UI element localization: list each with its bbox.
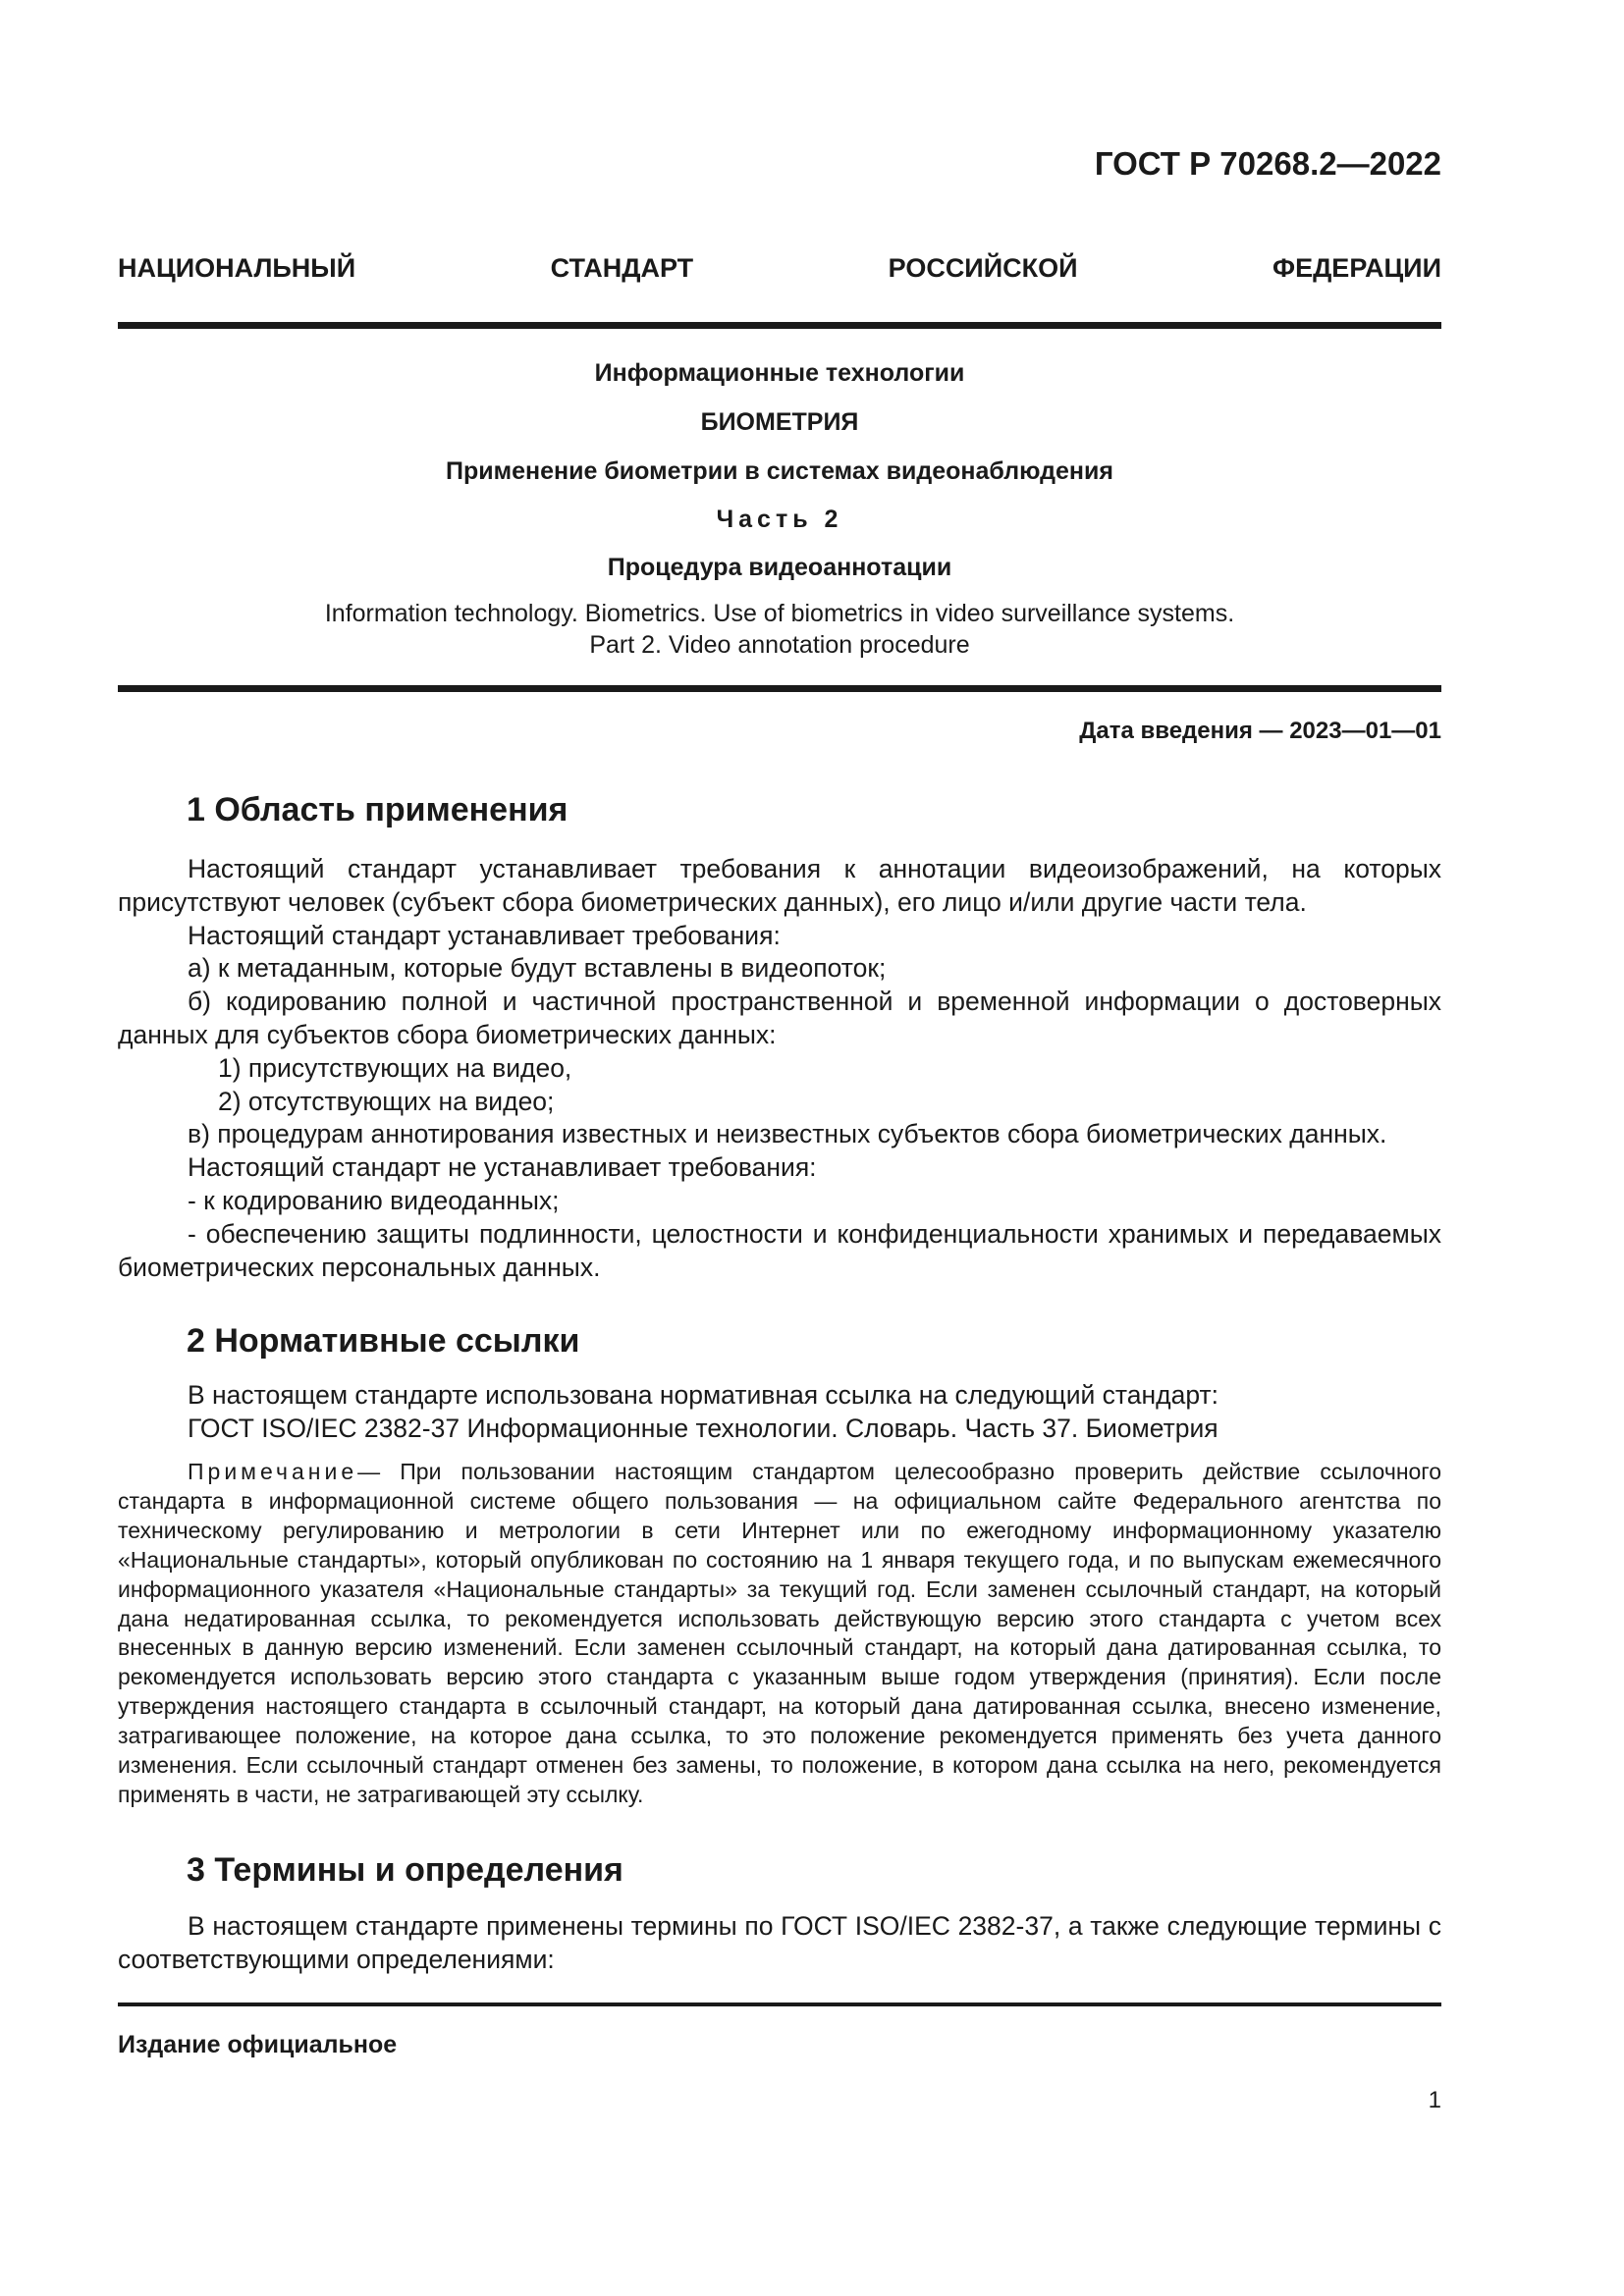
page-number: 1 [1428,2087,1441,2113]
section-1-heading: 1 Область применения [187,791,568,828]
reference-entry: ГОСТ ISO/IEC 2382-37 Информационные технологии. Словарь. Часть 37. Биометрия [188,1413,1218,1443]
section-3-body [118,1910,1441,1977]
title-line-3: Применение биометрии в системах видеонаблюдения [446,457,1113,485]
list-item: 2) отсутствующих на видео; [218,1086,555,1116]
english-title-line-2: Part 2. Video annotation procedure [589,631,970,659]
list-item: - обеспечению защиты подлинности, целостности и конфиденциальности хранимых и передаваемых биометрических персональных данных. [118,1218,1441,1282]
introduction-date: Дата введения — 2023—01—01 [1079,718,1441,744]
official-edition: Издание официальное [118,2031,398,2058]
national-standard-banner: НАЦИОНАЛЬНЫЙ СТАНДАРТ РОССИЙСКОЙ ФЕДЕРАЦИИ [118,253,1441,283]
section-2-body [118,1379,1441,1446]
section-3-heading: 3 Термины и определения [187,1851,623,1889]
list-item: - к кодированию видеоданных; [188,1185,560,1215]
list-item: б) кодированию полной и частичной пространственной и временной информации о достоверных данных для субъектов сбора биометрических данных: [118,987,1441,1049]
list-item: в) процедурам аннотирования известных и неизвестных субъектов сбора биометрических данных. [188,1119,1387,1149]
list-item: 1) присутствующих на видео, [218,1052,572,1083]
paragraph: Настоящий стандарт не устанавливает требования: [188,1152,817,1183]
paragraph: В настоящем стандарте применены термины по ГОСТ ISO/IEC 2382-37, а также следующие термины с соответствующими определениями: [118,1911,1441,1974]
title-line-5: Процедура видеоаннотации [607,554,952,581]
footer-rule [118,2002,1441,2006]
section-2-heading: 2 Нормативные ссылки [187,1322,580,1360]
paragraph: Настоящий стандарт устанавливает требования к аннотации видеоизображений, на которых присутствуют человек (субъект сбора биометрических данных), его лицо и/или другие части тела. [118,854,1441,917]
section-2-note [118,1458,1441,1810]
note-label: Примечание [188,1459,358,1484]
title-line-1: Информационные технологии [594,359,965,387]
top-rule [118,322,1441,329]
note-text: — При пользовании настоящим стандартом целесообразно проверить действие ссылочного стандарта в информационной системе общего пользования — на официальном сайте Федерального агентства по техническому регулированию и метрологии в сети Интернет или по ежегодному информационному указателю «Национальные стандарты», который опубликован по состоянию на 1 января текущего года, и по выпускам ежемесячного информационного указателя «Национальные стандарты» за текущий год. Если заменен ссылочный стандарт, на который дана недатированная ссылка, то рекомендуется использовать действующую версию этого стандарта с учетом всех внесенных в данную версию изменений. Если заменен ссылочный стандарт, на который дана датированная ссылка, то рекомендуется использовать версию этого стандарта с указанным выше годом утверждения (принятия). Если после утверждения настоящего стандарта в ссылочный стандарт, на который дана датированная ссылка, внесено изменение, затрагивающее положение, на которое дана ссылка, то это положение рекомендуется применять без учета данного изменения. Если ссылочный стандарт отменен без замены, то положение, в котором дана ссылка на него, рекомендуется применять в части, не затрагивающей эту ссылку. [118,1459,1441,1807]
title-part: Часть 2 [716,506,843,533]
paragraph: В настоящем стандарте использована нормативная ссылка на следующий стандарт: [188,1380,1218,1410]
document-number: ГОСТ Р 70268.2—2022 [1094,145,1441,182]
list-item: а) к метаданным, которые будут вставлены в видеопоток; [188,953,887,984]
section-1-body [118,853,1441,1284]
paragraph: Настоящий стандарт устанавливает требования: [188,920,781,950]
english-title-line-1: Information technology. Biometrics. Use of biometrics in video surveillance systems. [324,600,1235,627]
title-line-2: БИОМЕТРИЯ [700,408,859,436]
title-rule [118,685,1441,692]
